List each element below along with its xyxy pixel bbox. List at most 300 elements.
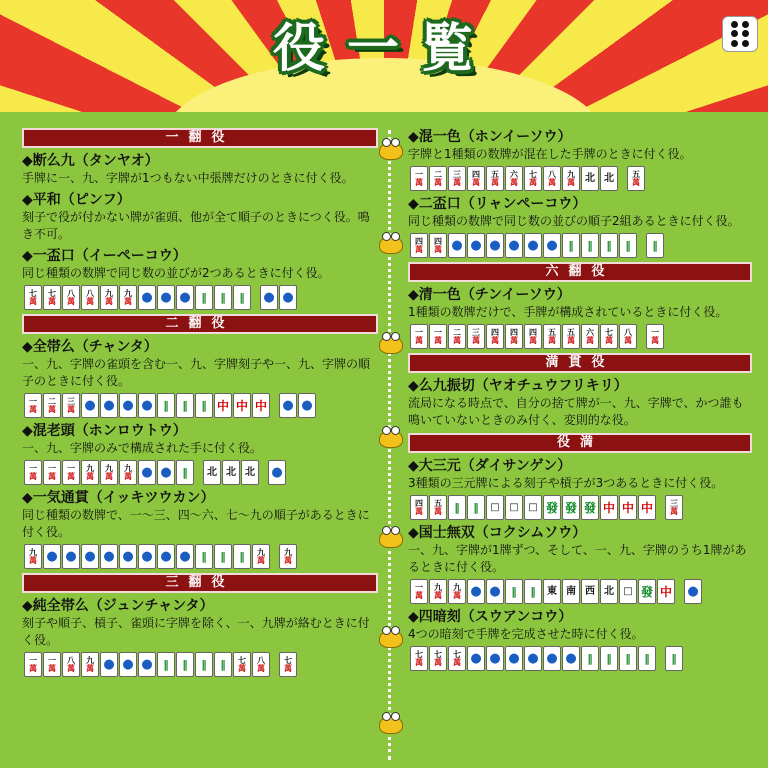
tile-numeral: 九 [105,288,113,298]
mahjong-tile [81,285,99,310]
mahjong-tile: ● [81,544,99,569]
mahjong-tile: ● [467,233,485,258]
mahjong-tile: ● [119,393,137,418]
yaku-name: ◆混一色（ホンイーソウ） [408,129,572,145]
mahjong-tile: ● [100,652,118,677]
mahjong-tile: ‖ [195,393,213,418]
tile-numeral: 九 [124,463,132,473]
tile-numeral: 七 [529,169,537,179]
mahjong-tile [43,652,61,677]
mahjong-tile: ‖ [638,646,656,671]
yaku-entry [408,195,752,258]
mahjong-tile: ‖ [600,646,618,671]
tile-suit-mark: 萬 [284,555,292,565]
mahjong-tile [43,393,61,418]
mahjong-tile: ‖ [448,495,466,520]
tile-suit-mark: 萬 [670,506,678,516]
mahjong-tile [524,324,542,349]
mahjong-tile [581,324,599,349]
tile-suit-mark: 萬 [48,404,56,414]
tile-suit-mark: 萬 [529,335,537,345]
mahjong-tile: ● [260,285,278,310]
tile-suit-mark: 萬 [48,663,56,673]
tile-suit-mark: 萬 [510,335,518,345]
tile-row [24,652,378,677]
mahjong-tile [429,495,447,520]
yaku-description: 手牌に一、九、字牌が1つもない中張牌だけのときに付く役。 [22,171,354,185]
yaku-description: 流局になる時点で、自分の捨て牌が一、九、字牌で、かつ誰も鳴いていないときのみ付く、変則的な役。 [408,396,744,427]
tile-numeral: 五 [632,169,640,179]
tile-suit-mark: 萬 [86,471,94,481]
mahjong-tile: ● [138,544,156,569]
tile-numeral: 五 [434,498,442,508]
tile-suit-mark: 萬 [29,296,37,306]
mahjong-tile: ‖ [600,233,618,258]
mahjong-tile [62,393,80,418]
mahjong-tile: 中 [233,393,251,418]
mahjong-tile [429,324,447,349]
mahjong-tile: ‖ [195,652,213,677]
tile-suit-mark: 萬 [67,296,75,306]
mahjong-tile [600,324,618,349]
tile-numeral: 一 [434,327,442,337]
mahjong-tile: 東 [543,579,561,604]
tile-numeral: 八 [67,655,75,665]
tile-numeral: 七 [434,649,442,659]
mahjong-tile: ‖ [176,393,194,418]
tile-numeral: 五 [491,169,499,179]
tile-numeral: 七 [453,649,461,659]
tile-numeral: 七 [29,288,37,298]
tile-numeral: 七 [605,327,613,337]
tile-numeral: 七 [415,649,423,659]
tile-suit-mark: 萬 [67,404,75,414]
mahjong-tile [81,460,99,485]
tile-suit-mark: 萬 [67,663,75,673]
yaku-name: ◆全帯么（チャンタ） [22,339,158,355]
mahjong-tile [543,166,561,191]
tile-numeral: 九 [257,547,265,557]
mahjong-tile [62,460,80,485]
tile-numeral: 九 [124,288,132,298]
mahjong-tile: ● [157,544,175,569]
tile-suit-mark: 萬 [586,335,594,345]
tile-numeral: 八 [624,327,632,337]
tile-row [24,544,378,569]
mahjong-tile [410,495,428,520]
tile-suit-mark: 萬 [67,471,75,481]
tile-suit-mark: 萬 [105,471,113,481]
mahjong-tile: ‖ [214,544,232,569]
mahjong-tile [467,324,485,349]
mahjong-tile [505,324,523,349]
tile-suit-mark: 萬 [548,335,556,345]
mahjong-tile: 北 [241,460,259,485]
tile-suit-mark: 萬 [238,663,246,673]
frog-icon [379,530,403,548]
mahjong-tile: ● [62,544,80,569]
tile-numeral: 四 [415,498,423,508]
mahjong-tile: 中 [638,495,656,520]
mahjong-tile: 中 [619,495,637,520]
frog-icon [379,630,403,648]
section-header: 六翻役 [408,262,752,282]
yaku-entry [22,247,378,310]
mahjong-tile: 南 [562,579,580,604]
yaku-entry [408,524,752,604]
mahjong-tile: ● [524,646,542,671]
mahjong-tile [24,652,42,677]
mahjong-tile: ● [505,233,523,258]
mahjong-tile [619,324,637,349]
mahjong-tile: 發 [638,579,656,604]
yaku-description: 一、九、字牌の雀頭を含む一、九、字牌刻子や一、九、字牌の順子のときに付く役。 [22,357,371,388]
tile-numeral: 二 [434,169,442,179]
mahjong-tile: □ [524,495,542,520]
tile-row [410,495,752,520]
tile-suit-mark: 萬 [29,555,37,565]
mahjong-tile: ● [543,646,561,671]
mahjong-tile [646,324,664,349]
mahjong-tile [562,324,580,349]
mahjong-tile: ● [486,646,504,671]
tile-numeral: 四 [434,236,442,246]
tile-suit-mark: 萬 [434,335,442,345]
mahjong-tile: 中 [214,393,232,418]
mahjong-tile: ● [505,646,523,671]
mahjong-tile [410,233,428,258]
tile-numeral: 七 [48,288,56,298]
mahjong-tile [562,166,580,191]
yaku-entry [408,128,752,191]
tile-numeral: 八 [548,169,556,179]
tile-numeral: 五 [548,327,556,337]
tile-row [410,579,752,604]
tile-suit-mark: 萬 [86,296,94,306]
yaku-description: 刻子や順子、槓子、雀頭に字牌を除く、一、九牌が絡むときに付く役。 [22,616,370,647]
section-header: 満貫役 [408,353,752,373]
mahjong-tile: ● [684,579,702,604]
mahjong-tile: ● [486,233,504,258]
yaku-description: 3種類の三元牌による刻子や槓子が3つあるときに付く役。 [408,476,724,490]
mahjong-tile [448,324,466,349]
tile-numeral: 一 [29,396,37,406]
mahjong-tile: ● [524,233,542,258]
mahjong-tile: ‖ [665,646,683,671]
tile-row [410,646,752,671]
mahjong-tile [81,652,99,677]
frog-icon [379,336,403,354]
yaku-description: 同じ種類の数牌で同じ数の並びの順子2組あるときに付く役。 [408,214,740,228]
yaku-name: ◆国士無双（コクシムソウ） [408,525,587,541]
tile-suit-mark: 萬 [434,590,442,600]
tile-suit-mark: 萬 [491,335,499,345]
tile-suit-mark: 萬 [624,335,632,345]
tile-suit-mark: 萬 [48,471,56,481]
tile-numeral: 二 [48,396,56,406]
yaku-entry [22,191,378,243]
mahjong-tile: ‖ [619,233,637,258]
mahjong-tile [279,652,297,677]
right-column [408,128,752,675]
tile-suit-mark: 萬 [472,177,480,187]
tile-suit-mark: 萬 [434,506,442,516]
mahjong-tile: □ [505,495,523,520]
mahjong-tile: ● [138,460,156,485]
mahjong-tile: ● [279,393,297,418]
mahjong-tile [279,544,297,569]
yaku-entry [408,377,752,429]
tile-suit-mark: 萬 [29,471,37,481]
yaku-name: ◆純全帯么（ジュンチャンタ） [22,598,214,614]
yaku-name: ◆大三元（ダイサンゲン） [408,458,572,474]
tile-suit-mark: 萬 [86,663,94,673]
mahjong-tile: 西 [581,579,599,604]
mahjong-tile: ‖ [467,495,485,520]
yaku-entry [22,489,378,569]
mahjong-tile [467,166,485,191]
mahjong-tile: ‖ [581,233,599,258]
tile-numeral: 九 [284,547,292,557]
mahjong-tile [43,285,61,310]
mahjong-tile: ● [279,285,297,310]
mahjong-tile [410,324,428,349]
tile-numeral: 四 [491,327,499,337]
mahjong-tile: ‖ [646,233,664,258]
mahjong-tile [24,393,42,418]
mahjong-tile: ‖ [157,393,175,418]
tile-suit-mark: 萬 [257,663,265,673]
mahjong-tile: ● [562,646,580,671]
tile-numeral: 九 [567,169,575,179]
tile-suit-mark: 萬 [453,657,461,667]
mahjong-tile [410,579,428,604]
tile-numeral: 九 [29,547,37,557]
tile-suit-mark: 萬 [434,177,442,187]
mahjong-tile: ● [467,646,485,671]
section-header: 二翻役 [22,314,378,334]
mahjong-tile: ● [119,652,137,677]
tile-numeral: 八 [86,288,94,298]
yaku-entry [408,608,752,671]
tile-row [24,393,378,418]
tile-numeral: 五 [567,327,575,337]
mahjong-tile [486,324,504,349]
mahjong-tile: 中 [600,495,618,520]
mahjong-tile [448,166,466,191]
tile-suit-mark: 萬 [651,335,659,345]
tile-suit-mark: 萬 [48,296,56,306]
mahjong-tile [448,646,466,671]
tile-numeral: 八 [67,288,75,298]
mahjong-tile: ‖ [157,652,175,677]
mahjong-tile [429,646,447,671]
yaku-description: 4つの暗刻で手牌を完成させた時に付く役。 [408,627,644,641]
tile-suit-mark: 萬 [415,335,423,345]
tile-suit-mark: 萬 [415,244,423,254]
tile-numeral: 九 [86,655,94,665]
mahjong-tile: 發 [543,495,561,520]
yaku-name: ◆么九振切（ヤオチュウフリキリ） [408,378,628,394]
tile-numeral: 一 [67,463,75,473]
mahjong-tile: □ [486,495,504,520]
mahjong-tile: ● [448,233,466,258]
tile-numeral: 九 [105,463,113,473]
tile-suit-mark: 萬 [415,657,423,667]
tile-numeral: 八 [257,655,265,665]
mahjong-tile: ‖ [562,233,580,258]
mahjong-tile [24,285,42,310]
tile-numeral: 三 [67,396,75,406]
yaku-entry [22,597,378,677]
tile-row [410,166,752,191]
mahjong-tile: □ [619,579,637,604]
yaku-description: 同じ種類の数牌で同じ数の並びが2つあるときに付く役。 [22,266,330,280]
tile-numeral: 六 [510,169,518,179]
dice-icon [722,16,758,52]
mahjong-tile: ● [81,393,99,418]
tile-numeral: 一 [29,655,37,665]
mahjong-tile: ● [100,544,118,569]
tile-suit-mark: 萬 [434,657,442,667]
yaku-name: ◆混老頭（ホンロウトウ） [22,423,187,439]
mahjong-tile: ‖ [176,460,194,485]
yaku-name: ◆一盃口（イーペーコウ） [22,248,187,264]
yaku-entry [408,286,752,349]
yaku-description: 同じ種類の数牌で、一〜三、四〜六、七〜九の順子があるときに付く役。 [22,508,370,539]
tile-numeral: 四 [415,236,423,246]
tile-numeral: 二 [453,327,461,337]
tile-suit-mark: 萬 [284,663,292,673]
mahjong-tile [429,166,447,191]
yaku-entry [22,152,378,187]
mahjong-tile: ● [157,285,175,310]
tile-suit-mark: 萬 [453,335,461,345]
mahjong-tile [119,285,137,310]
mahjong-tile: ‖ [581,646,599,671]
mahjong-tile [524,166,542,191]
mahjong-tile [62,285,80,310]
mahjong-tile: ● [138,652,156,677]
tile-row [24,285,378,310]
tile-numeral: 六 [586,327,594,337]
yaku-entry [408,457,752,520]
section-header: 役満 [408,433,752,453]
tile-suit-mark: 萬 [415,590,423,600]
tile-suit-mark: 萬 [529,177,537,187]
tile-suit-mark: 萬 [491,177,499,187]
tile-numeral: 七 [238,655,246,665]
tile-suit-mark: 萬 [632,177,640,187]
tile-suit-mark: 萬 [605,335,613,345]
tile-numeral: 一 [651,327,659,337]
tile-numeral: 一 [48,463,56,473]
tile-numeral: 三 [453,169,461,179]
tile-numeral: 一 [48,655,56,665]
tile-suit-mark: 萬 [105,296,113,306]
mahjong-tile: 北 [222,460,240,485]
mahjong-tile: 北 [600,166,618,191]
frog-icon [379,716,403,734]
yaku-description: 一、九、字牌のみで構成された手に付く役。 [22,441,263,455]
frog-icon [379,236,403,254]
tile-row [24,460,378,485]
mahjong-tile: 發 [562,495,580,520]
mahjong-tile [62,652,80,677]
tile-suit-mark: 萬 [567,177,575,187]
mahjong-tile [24,460,42,485]
tile-numeral: 四 [529,327,537,337]
mahjong-tile: ● [543,233,561,258]
mahjong-tile: ● [138,285,156,310]
mahjong-tile [448,579,466,604]
mahjong-tile [429,233,447,258]
tile-numeral: 九 [86,463,94,473]
yaku-name: ◆清一色（チンイーソウ） [408,287,571,303]
mahjong-tile [486,166,504,191]
yaku-description: 1種類の数牌だけで、手牌が構成されているときに付く役。 [408,305,728,319]
mahjong-tile: 發 [581,495,599,520]
mahjong-tile: 北 [600,579,618,604]
mahjong-tile: ● [119,544,137,569]
mahjong-tile [24,544,42,569]
mahjong-tile [119,460,137,485]
tile-suit-mark: 萬 [124,471,132,481]
page-title: 役一覧 [272,18,495,79]
mahjong-tile: ‖ [233,544,251,569]
mahjong-tile: ● [100,393,118,418]
tile-numeral: 七 [284,655,292,665]
mahjong-tile [252,544,270,569]
left-column [22,128,378,681]
yaku-name: ◆一気通貫（イッキツウカン） [22,490,215,506]
yaku-name: ◆四暗刻（スウアンコウ） [408,609,573,625]
tile-suit-mark: 萬 [415,177,423,187]
tile-suit-mark: 萬 [29,404,37,414]
mahjong-tile: ● [486,579,504,604]
frog-icon [379,430,403,448]
mahjong-tile: ● [43,544,61,569]
mahjong-tile: ‖ [619,646,637,671]
mahjong-tile: ‖ [505,579,523,604]
tile-suit-mark: 萬 [510,177,518,187]
mahjong-tile: ● [138,393,156,418]
tile-numeral: 四 [472,169,480,179]
mahjong-tile: ● [176,544,194,569]
tile-numeral: 一 [415,169,423,179]
yaku-name: ◆二盃口（リャンペーコウ） [408,196,587,212]
tile-suit-mark: 萬 [29,663,37,673]
mahjong-tile [505,166,523,191]
section-header: 三翻役 [22,573,378,593]
mahjong-tile: ‖ [524,579,542,604]
tile-numeral: 一 [415,582,423,592]
mahjong-tile: ‖ [176,652,194,677]
mahjong-tile: 北 [581,166,599,191]
yaku-description: 字牌と1種類の数牌が混在した手牌のときに付く役。 [408,147,692,161]
mahjong-tile [43,460,61,485]
mahjong-tile [100,285,118,310]
tile-numeral: 一 [415,327,423,337]
mahjong-tile: 中 [657,579,675,604]
mahjong-tile: ‖ [214,285,232,310]
mahjong-tile: ‖ [195,544,213,569]
yaku-entry [22,338,378,418]
tile-numeral: 一 [29,463,37,473]
frog-icon [379,142,403,160]
tile-suit-mark: 萬 [453,590,461,600]
mahjong-tile: ● [176,285,194,310]
